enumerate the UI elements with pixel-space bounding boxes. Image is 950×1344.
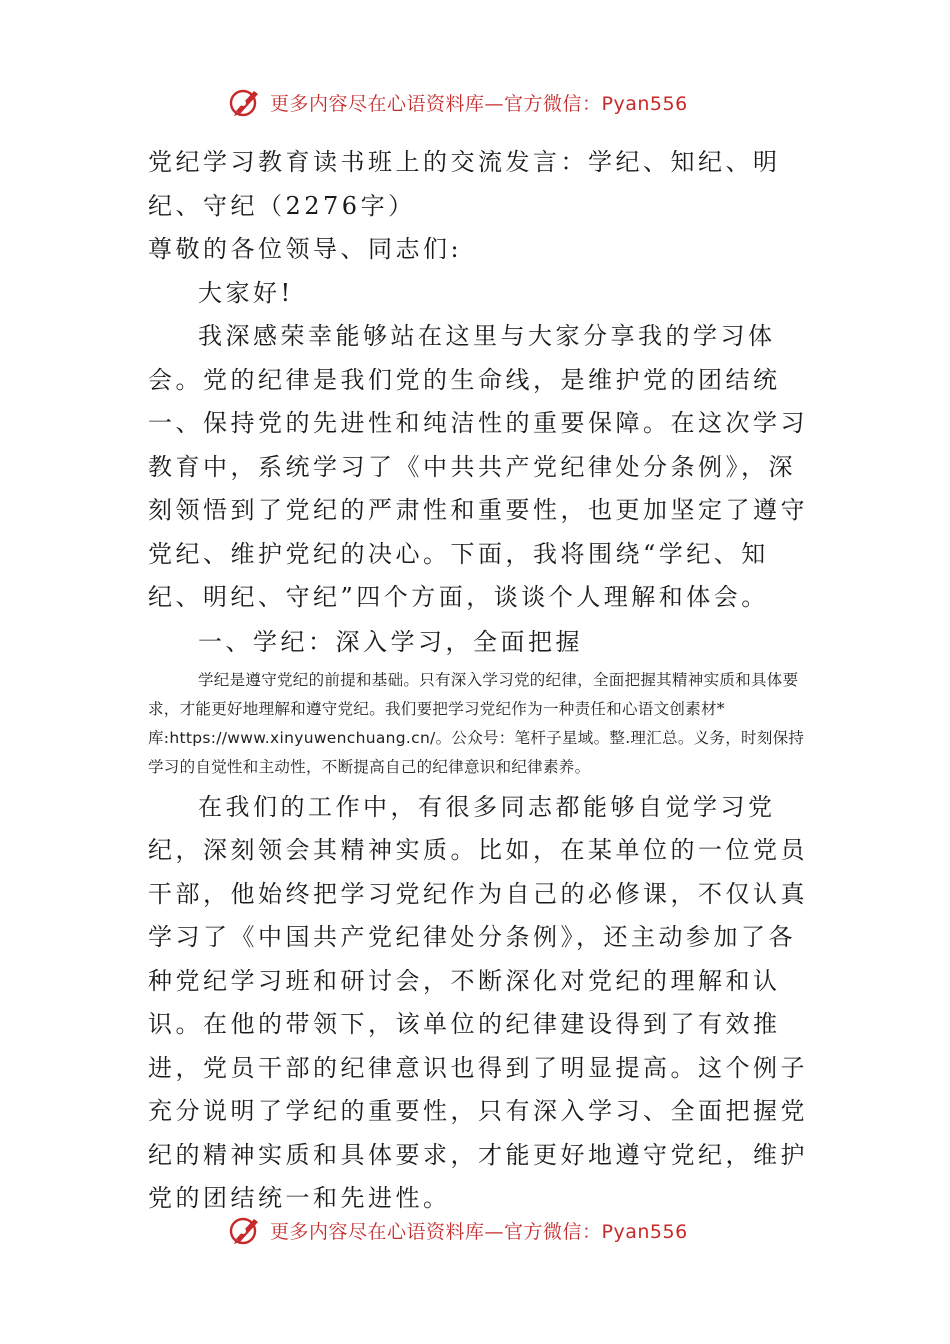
wechat-id: Pyan556 [601, 1220, 688, 1243]
greeting: 大家好! [198, 278, 294, 307]
section1-small-text-a: 学纪是遵守党纪的前提和基础。只有深入学习党的纪律，全面把握其精神实质和具体要求，才能更好地理解和遵守党纪。我们要把学习党纪作为一种责任和心语文创素材*库: [148, 670, 799, 747]
section1-body-paragraph: 在我们的工作中，有很多同志都能够自觉学习党纪，深刻领会其精神实质。比如，在某单位的一位党员干部，他始终把学习党纪作为自己的必修课，不仅认真学习了《中国共产党纪律处分条例》，还主动参加了各种党纪学习班和研讨会，不断深化对党纪的理解和认识。在他的带领下，该单位的纪律建设得到了有效推进，党员干部的纪律意识也得到了明显提高。这个例子充分说明了学纪的重要性，只有深入学习、全面把握党纪的精神实质和具体要求，才能更好地遵守党纪，维护党的团结统一和先进性。 [148, 792, 808, 1212]
section-heading-1: 一、学纪：深入学习，全面把握 [198, 627, 583, 656]
footer-banner-text: 更多内容尽在心语资料库—官方微信：Pyan556 [270, 1220, 688, 1243]
section1-small-text-b: 。公众号：笔杆子星域。整.理汇总。义务，时刻保持学习的自觉性和主动性，不断提高自己的纪律意识和纪律素养。 [148, 728, 805, 776]
pen-logo-icon [228, 1213, 262, 1247]
document-body [148, 140, 808, 1221]
document-title: 党纪学习教育读书班上的交流发言：学纪、知纪、明纪、守纪（2276字） [148, 148, 781, 220]
header-banner-text: 更多内容尽在心语资料库—官方微信：Pyan556 [270, 92, 688, 115]
pen-logo-icon [228, 85, 262, 119]
salutation: 尊敬的各位领导、同志们: [148, 235, 463, 263]
wechat-id: Pyan556 [601, 92, 688, 115]
header-banner [228, 82, 748, 122]
source-url: https://www.xinyuwenchuang.cn/ [169, 728, 436, 747]
intro-paragraph: 我深感荣幸能够站在这里与大家分享我的学习体会。党的纪律是我们党的生命线，是维护党的团结统一、保持党的先进性和纯洁性的重要保障。在这次学习教育中，系统学习了《中共共产党纪律处分条例》，深刻领悟到了党纪的严肃性和重要性，也更加坚定了遵守党纪、维护党纪的决心。下面，我将围绕“学纪、知纪、明纪、守纪”四个方面，谈谈个人理解和体会。 [148, 322, 808, 611]
section1-small-paragraph [148, 666, 808, 782]
footer-banner [228, 1210, 748, 1250]
